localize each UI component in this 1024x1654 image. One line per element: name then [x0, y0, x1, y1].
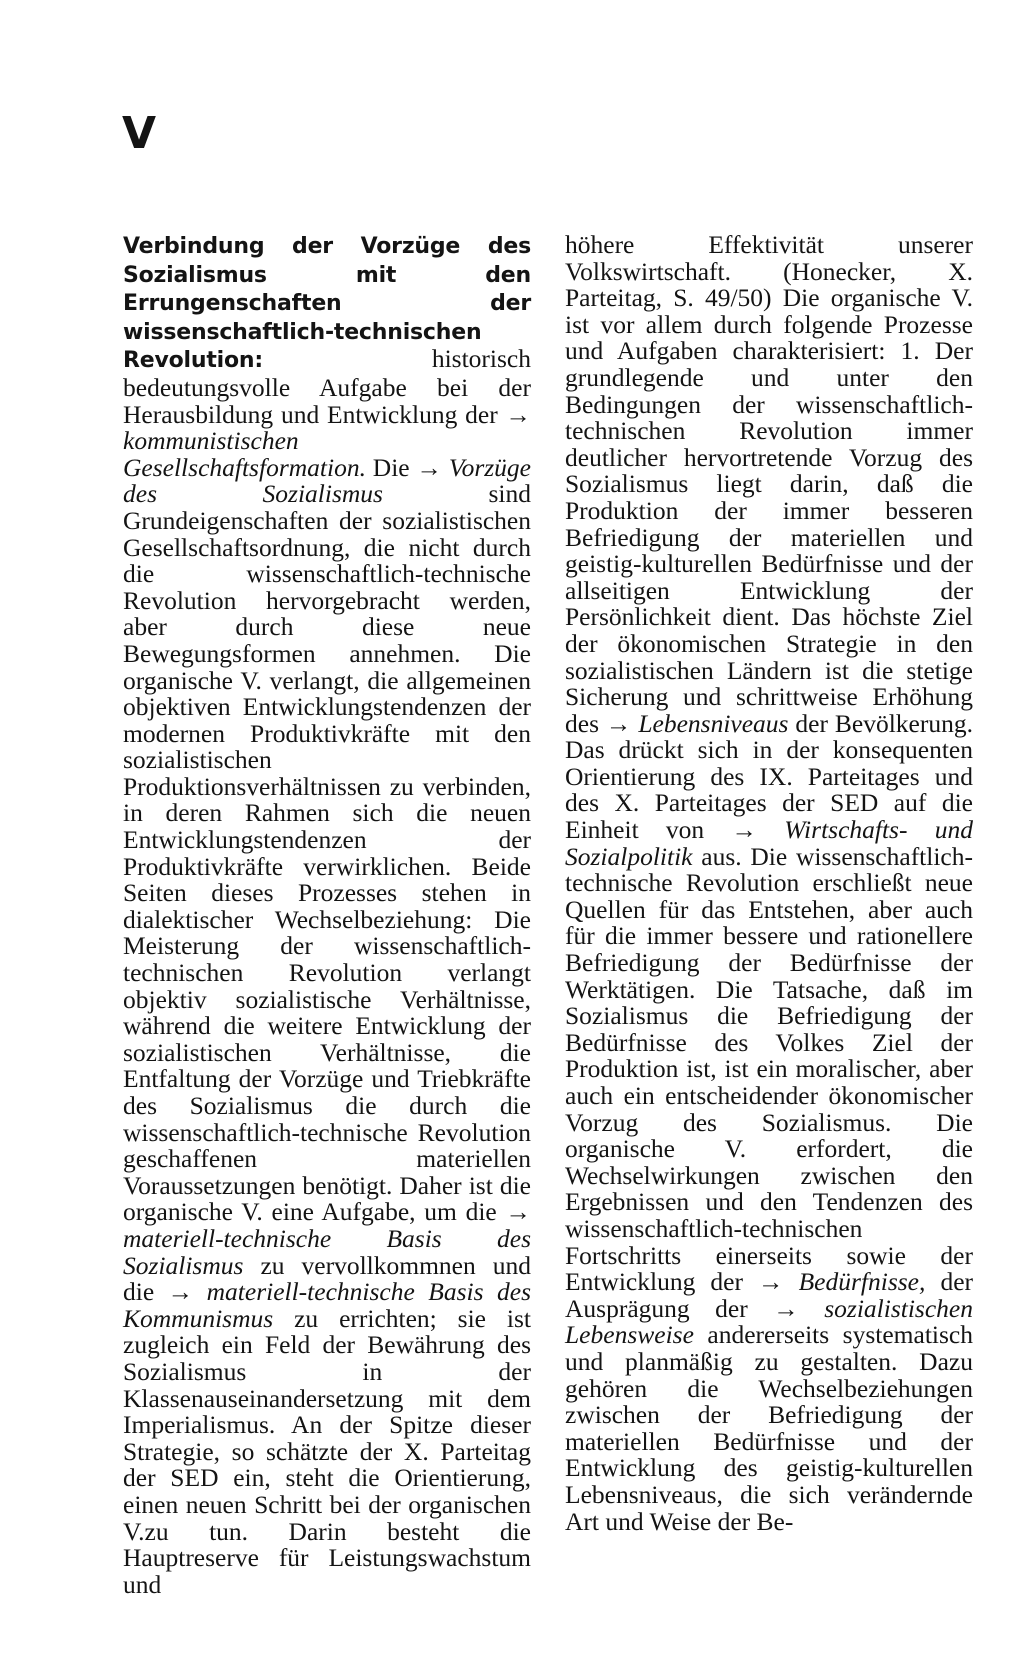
left-column: [123, 232, 531, 1598]
text-run: zu vervollkommnen und die: [123, 1250, 531, 1307]
cross-reference: → sozialistischen Lebensweise: [565, 1293, 973, 1350]
text-run: der Ausprägung der: [565, 1267, 974, 1323]
text-run: historisch bedeutungsvolle Aufgabe bei der Herausbildung und Entwicklung der: [123, 344, 531, 429]
entry-lemma: Verbindung der Vorzüge des Sozialismus mit den Errungenschaften der wissenschaftlich-technischen Revolution:: [123, 234, 531, 374]
text-run: aus. Die wissenschaftlich-technische Revolution erschließt neue Quellen für das Entstehen, aber auch für die immer bessere und rationellere Befriedigung der Bedürfnisse der Werktätigen. Die Tatsache, daß im Sozialismus die Befriedigung der Bedürfnisse des Volkes Ziel der Produktion ist, ist ein moralischer, aber auch ein entscheidender ökonomischer Vorzug des Sozialismus. Die organische V. erfordert, die Wechselwirkungen zwischen den Ergebnissen und den Tendenzen des wissenschaftlich-technischen Fortschritts einerseits sowie der Entwicklung der: [565, 841, 973, 1297]
cross-reference: → Vorzüge des Sozialismus: [123, 452, 531, 509]
text-run: Die: [365, 452, 417, 482]
text-run: andererseits systematisch und planmäßig zu gestalten. Dazu gehören die Wechselbeziehungen zwischen der Befriedigung der materiellen Bedürfnisse und der Entwicklung des geistig-kulturellen Lebensniveaus, die sich verändernde Art und Weise der Be-: [565, 1320, 973, 1536]
cross-reference: → Bedürfnisse,: [758, 1267, 926, 1297]
right-column: [565, 232, 973, 1535]
text-run: zu errichten; sie ist zugleich ein Feld der Bewährung des Sozialismus in der Klassenauseinandersetzung mit dem Imperialismus. An der Spitze dieser Strategie, so schätzte der X. Parteitag der SED ein, steht die Orientierung, einen neuen Schritt bei der organischen V.zu tun. Darin besteht die Hauptreserve für Leistungswachstum und: [123, 1303, 531, 1599]
text-run: der Bevölkerung. Das drückt sich in der konsequenten Orientierung des IX. Parteitages und des X. Parteitages der SED auf die Einheit von: [565, 708, 973, 845]
cross-reference: → Wirtschafts- und Sozialpolitik: [565, 815, 973, 871]
text-run: höhere Effektivität unserer Volkswirtschaft. (Honecker, X. Parteitag, S. 49/50) Die organische V. ist vor allem durch folgende Prozesse und Aufgaben charakterisiert: 1. Der grundlegende und unter den Bedingungen der wissenschaftlich-technischen Revolution immer deutlicher hervortretende Vorzug des Sozialismus liegt darin, daß die Produktion der immer besseren Befriedigung der materiellen und geistig-kulturellen Bedürfnisse und der allseitigen Entwicklung der Persönlichkeit dient. Das höchste Ziel der ökonomischen Strategie in den sozialistischen Ländern ist die stetige Sicherung und schrittweise Erhöhung des: [565, 230, 973, 738]
cross-reference: → materiell-technische Basis des Sozialismus: [123, 1197, 531, 1280]
cross-reference: → Lebensniveaus: [605, 708, 789, 738]
cross-reference: → kommunistischen Gesellschaftsformation.: [123, 399, 531, 482]
cross-reference: → materiell-technische Basis des Kommunismus: [123, 1277, 532, 1333]
text-run: sind Grundeigenschaften der sozialistischen Gesellschaftsordnung, die nicht durch die wissenschaftlich-technische Revolution hervorgebracht werden, aber durch diese neue Bewegungsformen annehmen. Die organische V. verlangt, die allgemeinen objektiven Entwicklungstendenzen der modernen Produktivkräfte mit den sozialistischen Produktionsverhältnissen zu verbinden, in deren Rahmen sich die neuen Entwicklungstendenzen der Produktivkräfte verwirklichen. Beide Seiten dieses Prozesses stehen in dialektischer Wechselbeziehung: Die Meisterung der wissenschaftlich-technischen Revolution verlangt objektiv sozialistische Verhältnisse, während die weitere Entwicklung der sozialistischen Verhältnisse, die Entfaltung der Vorzüge und Triebkräfte des Sozialismus die durch die wissenschaftlich-technische Revolution geschaffenen materiellen Voraussetzungen benötigt. Daher ist die organische V. eine Aufgabe, um die: [123, 479, 532, 1227]
section-letter: V: [122, 108, 155, 159]
